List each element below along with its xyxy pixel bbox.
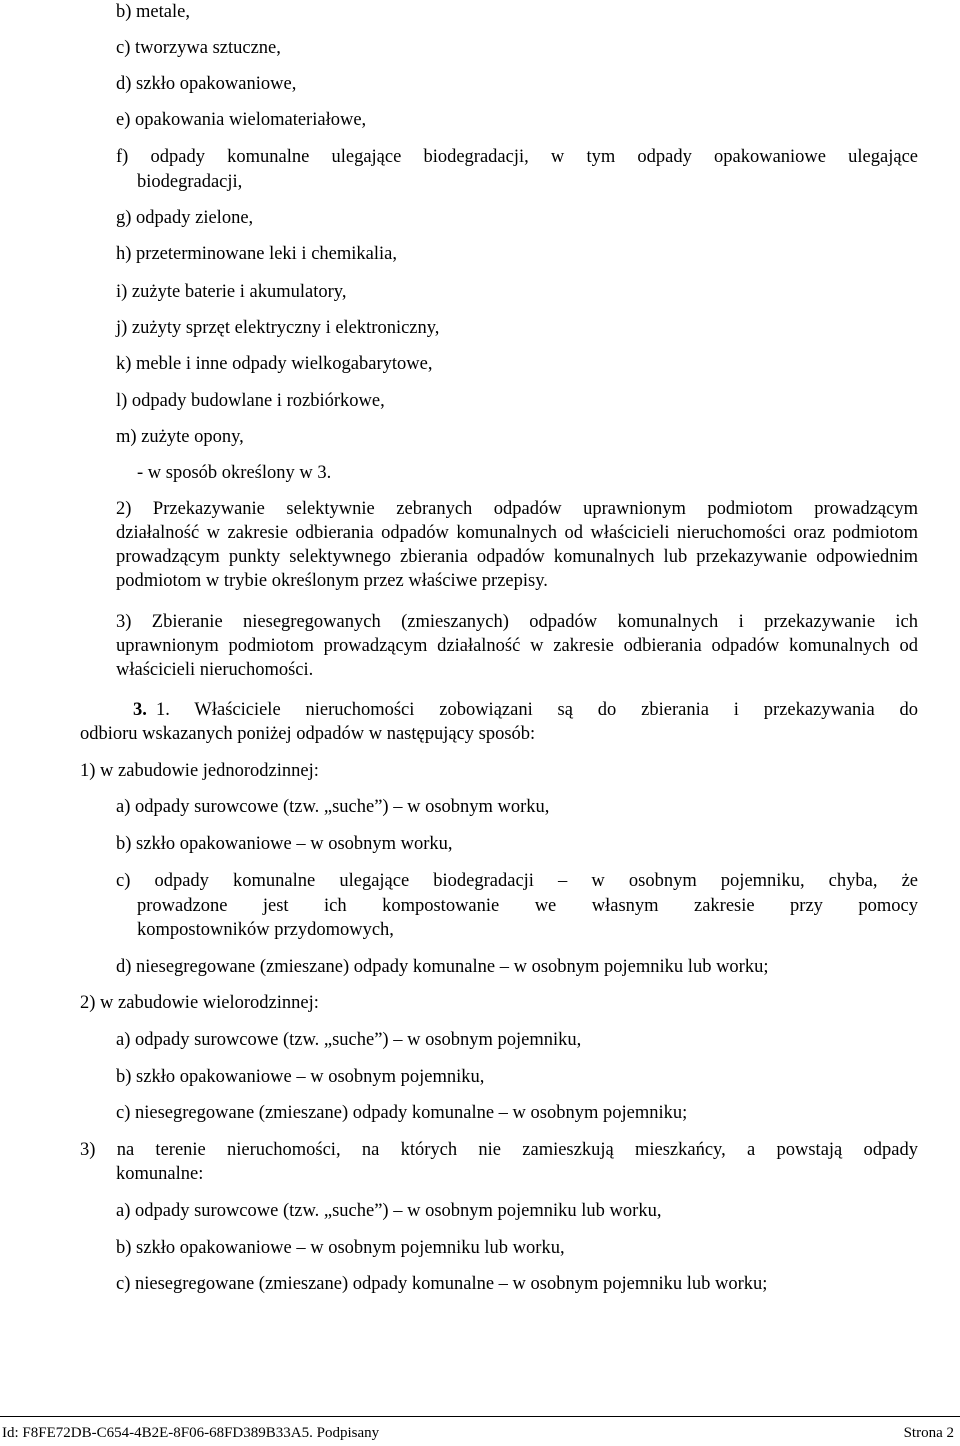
list-item: l) odpady budowlane i rozbiórkowe, [116, 391, 385, 411]
page-footer [0, 1416, 960, 1445]
list-item: c) odpady komunalne ulegające biodegradacji – w osobnym pojemniku, chyba, że [116, 871, 918, 891]
section-number: 3. [133, 700, 147, 720]
single-family-heading: 1) w zabudowie jednorodzinnej: [80, 761, 319, 781]
list-item: j) zużyty sprzęt elektryczny i elektroniczny, [116, 318, 440, 338]
document-id: Id: F8FE72DB-C654-4B2E-8F06-68FD389B33A5. Podpisany [2, 1425, 380, 1441]
section-3-second-line: odbioru wskazanych poniżej odpadów w następujący sposób: [80, 724, 536, 744]
list-item: h) przeterminowane leki i chemikalia, [116, 244, 397, 264]
multi-family-heading: 2) w zabudowie wielorodzinnej: [80, 993, 319, 1013]
list-item-continuation: prowadzone jest ich kompostowanie we własnym zakresie przy pomocy [137, 896, 918, 916]
list-item: g) odpady zielone, [116, 208, 254, 228]
list-item: b) szkło opakowaniowe – w osobnym pojemniku lub worku, [116, 1238, 565, 1258]
list-item: a) odpady surowcowe (tzw. „suche”) – w osobnym pojemniku lub worku, [116, 1201, 662, 1221]
paragraph-2-first-line: 2) Przekazywanie selektywnie zebranych odpadów uprawnionym podmiotom prowadzącym [116, 499, 918, 519]
paragraph-3-body: uprawnionym podmiotom prowadzącym działalność w zakresie odbierania odpadów komunalnych od właścicieli nieruchomości. [116, 636, 918, 680]
list-item: b) szkło opakowaniowe – w osobnym pojemniku, [116, 1067, 485, 1087]
list-item: f) odpady komunalne ulegające biodegradacji, w tym odpady opakowaniowe ulegające [116, 147, 918, 167]
list-item: c) tworzywa sztuczne, [116, 38, 281, 58]
uninhabited-heading: 3) na terenie nieruchomości, na których nie zamieszkują mieszkańcy, a powstają odpady [80, 1140, 918, 1160]
list-item: a) odpady surowcowe (tzw. „suche”) – w osobnym pojemniku, [116, 1030, 582, 1050]
paragraph-2-body: działalność w zakresie odbierania odpadów komunalnych od właścicieli nieruchomości oraz podmiotom prowadzącym punkty selektywnego zbierania odpadów komunalnych lub przekazywanie odpowiednim podmiotom w trybie określonym przez właściwe przepisy. [116, 523, 918, 591]
list-item: i) zużyte baterie i akumulatory, [116, 282, 347, 302]
list-item: b) szkło opakowaniowe – w osobnym worku, [116, 834, 453, 854]
list-item: c) niesegregowane (zmieszane) odpady komunalne – w osobnym pojemniku lub worku; [116, 1274, 768, 1294]
list-item-continuation: biodegradacji, [137, 172, 243, 192]
list-item: b) metale, [116, 2, 190, 22]
list-item: c) niesegregowane (zmieszane) odpady komunalne – w osobnym pojemniku; [116, 1103, 688, 1123]
list-item: e) opakowania wielomateriałowe, [116, 110, 367, 130]
uninhabited-heading-continuation: komunalne: [116, 1164, 204, 1184]
list-item: d) szkło opakowaniowe, [116, 74, 297, 94]
paragraph-3-first-line: 3) Zbieranie niesegregowanych (zmieszanych) odpadów komunalnych i przekazywanie ich [116, 612, 918, 632]
list-item: a) odpady surowcowe (tzw. „suche”) – w osobnym worku, [116, 797, 550, 817]
section-3-first-line: 1. Właściciele nieruchomości zobowiązani są do zbierania i przekazywania do [156, 700, 918, 720]
list-item-reference: - w sposób określony w 3. [137, 463, 332, 483]
list-item: m) zużyte opony, [116, 427, 244, 447]
list-item-continuation: kompostowników przydomowych, [137, 920, 394, 940]
page-number: Strona 2 [903, 1425, 954, 1441]
list-item: d) niesegregowane (zmieszane) odpady komunalne – w osobnym pojemniku lub worku; [116, 957, 769, 977]
list-item: k) meble i inne odpady wielkogabarytowe, [116, 354, 433, 374]
